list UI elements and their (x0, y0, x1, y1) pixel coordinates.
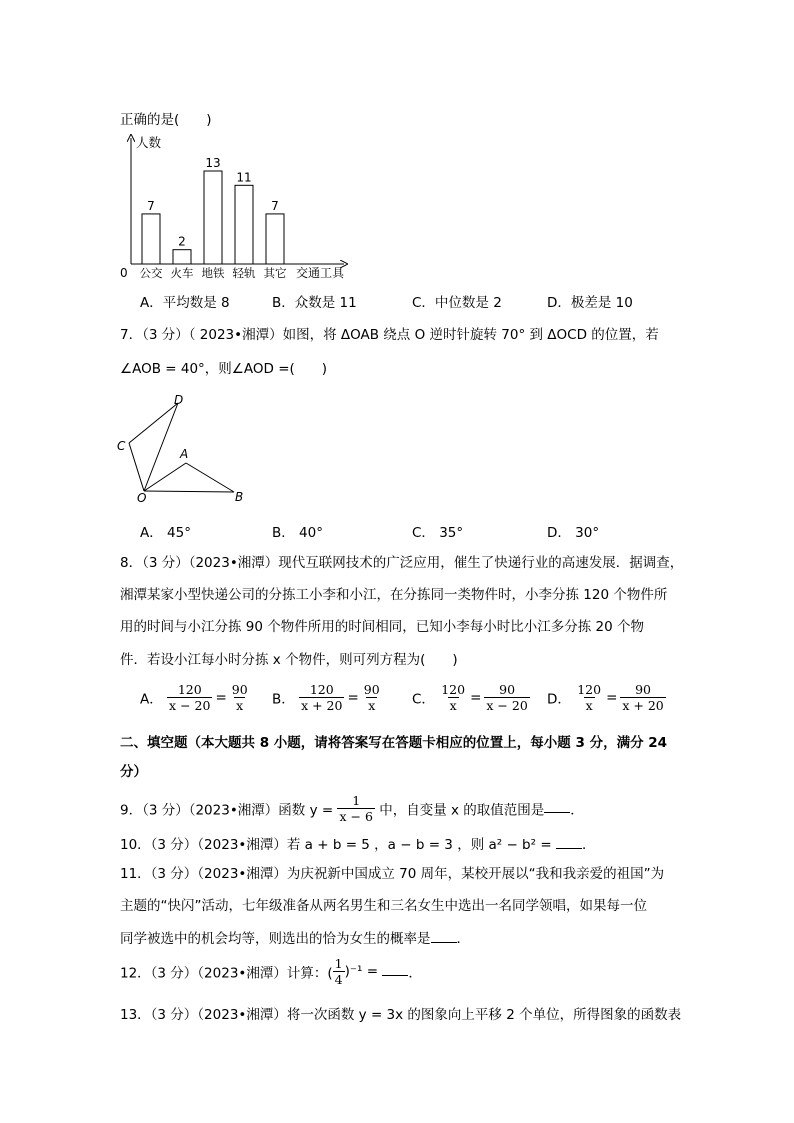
bar-value-label: 2 (178, 234, 186, 249)
point-label-c: C (117, 439, 126, 453)
point-label-b: B (235, 490, 244, 504)
q6-option-b: B．众数是 11 (272, 295, 357, 311)
q8-line-3: 用的时间与小江分拣 90 个物件所用的时间相同，已知小李每小时比小江多分拣 20 个物 (120, 619, 645, 635)
frac-den: x − 6 (339, 809, 373, 824)
frac-den: x + 20 (622, 698, 664, 713)
answer-blank (544, 800, 570, 813)
category-label: 公交 (139, 266, 163, 280)
frac-num: 90 (635, 682, 652, 697)
q9: 9．（3 分）（2023•湘潭）函数 y = $\frac{1}{x - 6}$ 中，自变量 x 的取值范围是 ． (120, 793, 584, 824)
q8-option-c: C． $\frac{120}{x}$ = $\frac{90}{x - 20}$ (412, 682, 528, 713)
answer-blank (431, 930, 457, 943)
frac-num: 120 (441, 682, 466, 697)
bar-3 (235, 185, 253, 264)
frac-num: 120 (177, 682, 202, 697)
frac-num: 120 (577, 682, 602, 697)
q7-option-d: D． 30° (547, 525, 600, 541)
y-axis-label: 人数 (136, 135, 162, 150)
point-label-a: A (180, 447, 189, 461)
q6-option-c: C．中位数是 2 (412, 295, 502, 311)
section-2-heading: 二、填空题（本大题共 8 小题，请将答案写在答题卡相应的位置上，每小题 3 分，满分 24 (120, 735, 668, 751)
point-label-o: O (137, 491, 147, 505)
q6-option-a: A．平均数是 8 (140, 295, 230, 311)
category-label: 轻轨 (232, 266, 256, 280)
category-label: 其它 (263, 266, 287, 280)
q8-line-1: 8．（3 分）（2023•湘潭）现代互联网技术的广泛应用，催生了快递行业的高速发展．据调查， (120, 555, 684, 571)
q8-line-4: 件．若设小江每小时分拣 x 个物件，则可列方程为( ) (120, 652, 458, 668)
frac-num: 90 (363, 682, 380, 697)
q7-option-b: B． 40° (272, 525, 323, 541)
q6-stem-tail: 正确的是( ) (120, 112, 212, 128)
frac-den: x (449, 698, 457, 713)
section-2-heading-cont: 分） (120, 764, 147, 780)
q8-option-b: B． $\frac{120}{x + 20}$ = $\frac{90}{x}$ (272, 682, 380, 713)
frac-num: 1 (352, 793, 361, 808)
q8-option-a: A． $\frac{120}{x - 20}$ = $\frac{90}{x}$ (140, 682, 248, 713)
q11-line-3: 同学被选中的机会均等，则选出的恰为女生的概率是 ． (120, 931, 470, 947)
frac-den: x − 20 (486, 698, 528, 713)
q7-option-c: C． 35° (412, 525, 464, 541)
frac-den: x − 20 (169, 698, 211, 713)
segment-od (144, 403, 178, 491)
rotation-figure (112, 388, 262, 508)
frac-den: x (368, 698, 376, 713)
q7-line-2: ∠AOB = 40°，则∠AOD =( ) (120, 361, 328, 377)
frac-num: 90 (499, 682, 516, 697)
frac-num: 120 (309, 682, 334, 697)
frac-num: 1 (334, 956, 343, 971)
category-label: 火车 (170, 266, 194, 280)
bar-chart (112, 132, 372, 282)
bar-1 (173, 250, 191, 264)
frac-den: x + 20 (301, 698, 343, 713)
bar-value-label: 11 (236, 170, 252, 185)
origin-label: 0 (120, 266, 128, 280)
q7-line-1: 7．（3 分）（ 2023•湘潭）如图，将 ΔOAB 绕点 O 逆时针旋转 70° 到 ΔOCD 的位置，若 (120, 327, 659, 343)
frac-den: x (585, 698, 593, 713)
q8-line-2: 湘潭某家小型快递公司的分拣工小李和小江，在分拣同一类物件时，小李分拣 120 个物件所 (120, 587, 668, 603)
answer-blank (382, 963, 408, 976)
segment-ob (144, 491, 234, 492)
bar-value-label: 13 (205, 156, 221, 170)
bar-0 (142, 214, 160, 264)
frac-den: 4 (334, 972, 343, 987)
q10: 10．（3 分）（2023•湘潭）若 a + b = 5 ，a − b = 3 ，则 a² − b² = ． (120, 837, 596, 853)
q12: 12．（3 分）（2023•湘潭）计算：( $\frac{1}{4}$ )⁻¹ = ． (120, 956, 422, 987)
x-axis-label: 交通工具 (296, 266, 345, 280)
answer-blank (556, 836, 582, 849)
q8-option-d: D． $\frac{120}{x}$ = $\frac{90}{x + 20}$ (547, 682, 664, 713)
point-label-d: D (174, 393, 184, 407)
category-label: 地铁 (201, 266, 225, 280)
bar-2 (204, 171, 222, 264)
frac-num: 90 (231, 682, 248, 697)
q7-option-a: A． 45° (140, 525, 191, 541)
q11-line-2: 主题的“快闪”活动，七年级准备从两名男生和三名女生中选出一名同学领唱，如果每一位 (120, 898, 647, 914)
segment-oc (129, 443, 144, 491)
bar-value-label: 7 (271, 198, 279, 213)
segment-ab (186, 463, 234, 492)
q11-line-1: 11．（3 分）（2023•湘潭）为庆祝新中国成立 70 周年，某校开展以“我和我亲爱的祖国”为 (120, 866, 665, 882)
bar-value-label: 7 (147, 198, 155, 213)
q6-option-d: D．极差是 10 (547, 295, 633, 311)
segment-oa (144, 463, 186, 491)
bar-4 (266, 214, 284, 264)
frac-den: x (236, 698, 244, 713)
q13-line-1: 13．（3 分）（2023•湘潭）将一次函数 y = 3x 的图象向上平移 2 个单位，所得图象的函数表 (120, 1007, 682, 1023)
